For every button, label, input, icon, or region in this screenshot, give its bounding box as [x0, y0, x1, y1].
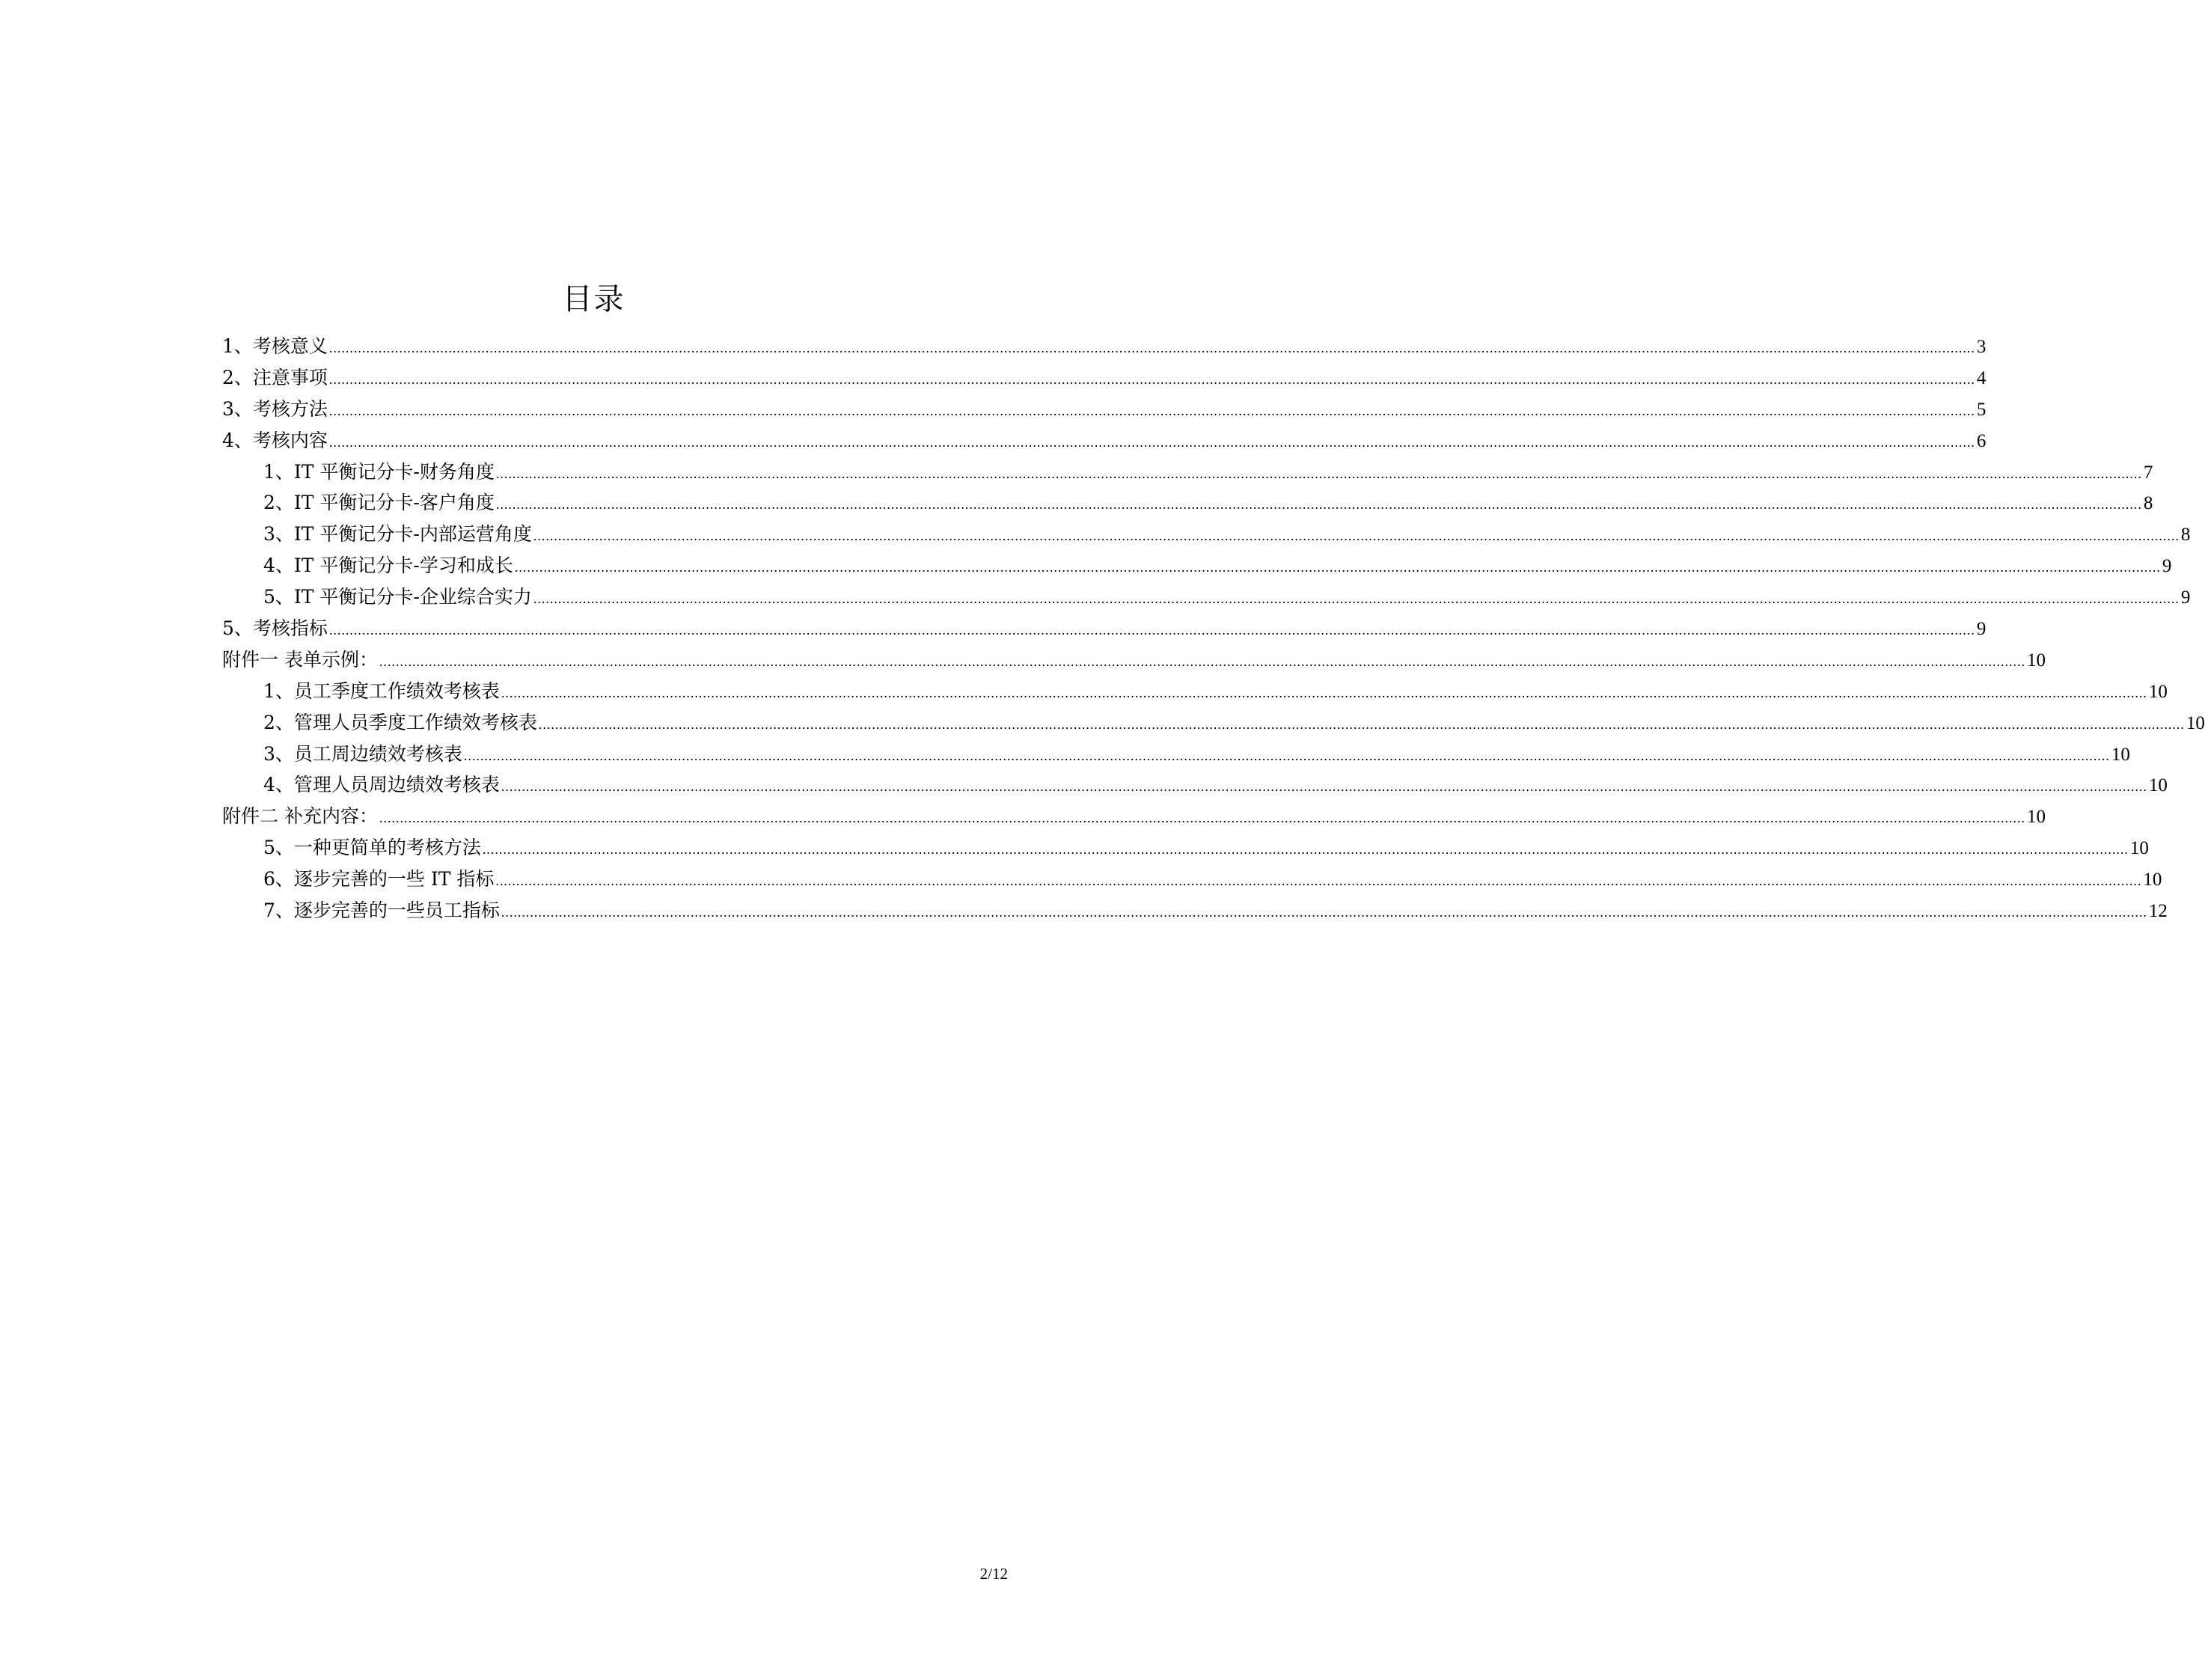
toc-entry-page: 10 — [2026, 807, 2046, 828]
toc-entry-text: 5、一种更简单的考核方法 — [263, 837, 481, 859]
toc-entry-text: 2、管理人员季度工作绩效考核表 — [263, 711, 537, 733]
toc-dot-leader: ................................................................................................................................................................................................................................................................................................................................................................................................................ — [495, 465, 2142, 481]
toc-subentry[interactable] — [222, 832, 2149, 864]
toc-dot-leader: ................................................................................................................................................................................................................................................................................................................................................................................................................ — [328, 434, 1975, 450]
toc-entry-text: 2、IT 平衡记分卡-客户角度 — [263, 492, 495, 514]
toc-dot-leader: ................................................................................................................................................................................................................................................................................................................................................................................................................ — [463, 748, 2110, 763]
toc-entry-text: 附件一 表单示例： — [222, 648, 378, 671]
toc-dot-leader: ................................................................................................................................................................................................................................................................................................................................................................................................................ — [495, 497, 2142, 513]
toc-entry[interactable] — [222, 801, 2046, 832]
toc-subentry[interactable] — [222, 895, 2168, 926]
toc-entry-text: 3、员工周边绩效考核表 — [263, 742, 462, 765]
toc-subentry[interactable] — [222, 550, 2172, 581]
toc-entry-text: 1、考核意义 — [222, 335, 328, 357]
toc-entry-page: 10 — [2143, 870, 2162, 891]
toc-entry-page: 3 — [1976, 337, 1987, 357]
toc-dot-leader: ................................................................................................................................................................................................................................................................................................................................................................................................................ — [328, 340, 1975, 355]
toc-entry[interactable] — [222, 362, 1987, 394]
toc-dot-leader: ................................................................................................................................................................................................................................................................................................................................................................................................................ — [501, 685, 2147, 700]
toc-entry-page: 7 — [2143, 462, 2153, 483]
toc-dot-leader: ................................................................................................................................................................................................................................................................................................................................................................................................................ — [328, 371, 1975, 387]
toc-dot-leader: ................................................................................................................................................................................................................................................................................................................................................................................................................ — [482, 842, 2129, 858]
toc-subentry[interactable] — [222, 519, 2191, 550]
toc-entry-text: 1、IT 平衡记分卡-财务角度 — [263, 460, 495, 483]
toc-entry-text: 2、注意事项 — [222, 366, 328, 388]
toc-entry-page: 8 — [2143, 493, 2153, 514]
toc-subentry[interactable] — [222, 487, 2153, 519]
toc-dot-leader: ................................................................................................................................................................................................................................................................................................................................................................................................................ — [379, 653, 2025, 669]
toc-subentry[interactable] — [222, 456, 2153, 488]
toc-entry-page: 9 — [2162, 556, 2172, 577]
toc-dot-leader: ................................................................................................................................................................................................................................................................................................................................................................................................................ — [533, 591, 2180, 607]
toc-dot-leader: ................................................................................................................................................................................................................................................................................................................................................................................................................ — [495, 873, 2142, 889]
toc-entry-text: 6、逐步完善的一些 IT 指标 — [263, 868, 495, 891]
toc-entry-text: 4、IT 平衡记分卡-学习和成长 — [263, 555, 513, 577]
toc-entry-page: 9 — [1976, 619, 1987, 640]
toc-entry[interactable] — [222, 331, 1987, 362]
toc-entry[interactable] — [222, 394, 1987, 425]
toc-entry-page: 12 — [2148, 901, 2168, 922]
toc-entry-page: 10 — [2111, 744, 2130, 765]
toc-dot-leader: ................................................................................................................................................................................................................................................................................................................................................................................................................ — [328, 403, 1975, 418]
toc-subentry[interactable] — [222, 676, 2168, 707]
toc-entry-text: 3、IT 平衡记分卡-内部运营角度 — [263, 523, 532, 546]
toc-subentry[interactable] — [222, 739, 2130, 770]
toc-entry-page: 6 — [1976, 430, 1987, 451]
toc-entry-text: 4、管理人员周边绩效考核表 — [263, 774, 500, 796]
toc-subentry[interactable] — [222, 864, 2162, 895]
toc-entry-text: 3、考核方法 — [222, 397, 328, 420]
toc-entry-text: 4、考核内容 — [222, 429, 328, 451]
toc-entry[interactable] — [222, 613, 1987, 644]
toc-dot-leader: ................................................................................................................................................................................................................................................................................................................................................................................................................ — [501, 905, 2147, 920]
toc-entry-page: 10 — [2129, 838, 2149, 859]
toc-dot-leader: ................................................................................................................................................................................................................................................................................................................................................................................................................ — [501, 779, 2147, 795]
toc-entry-page: 4 — [1976, 367, 1987, 388]
toc-entry-text: 5、考核指标 — [222, 617, 328, 640]
toc-entry-page: 9 — [2180, 587, 2191, 608]
toc-entry-page: 10 — [2148, 681, 2168, 702]
toc-entry-page: 5 — [1976, 399, 1987, 420]
toc-entry-text: 5、IT 平衡记分卡-企业综合实力 — [263, 586, 532, 608]
toc-dot-leader: ................................................................................................................................................................................................................................................................................................................................................................................................................ — [538, 716, 2185, 732]
toc-dot-leader: ................................................................................................................................................................................................................................................................................................................................................................................................................ — [533, 528, 2180, 544]
toc-dot-leader: ................................................................................................................................................................................................................................................................................................................................................................................................................ — [514, 560, 2161, 575]
toc-entry-text: 附件二 补充内容： — [222, 805, 378, 828]
toc-dot-leader: ................................................................................................................................................................................................................................................................................................................................................................................................................ — [379, 810, 2025, 826]
toc-entry-page: 10 — [2186, 712, 2205, 733]
toc-entry-page: 10 — [2148, 775, 2168, 796]
toc-entry-text: 1、员工季度工作绩效考核表 — [263, 679, 500, 702]
toc-subentry[interactable] — [222, 769, 2168, 801]
toc-title: 目录 — [562, 282, 626, 317]
toc-list — [222, 331, 2205, 926]
page-number: 2/12 — [979, 1565, 1008, 1583]
toc-entry-page: 8 — [2180, 525, 2191, 546]
toc-entry-page: 10 — [2026, 650, 2046, 671]
toc-subentry[interactable] — [222, 581, 2191, 613]
toc-dot-leader: ................................................................................................................................................................................................................................................................................................................................................................................................................ — [328, 623, 1975, 638]
toc-entry[interactable] — [222, 644, 2046, 676]
toc-entry-text: 7、逐步完善的一些员工指标 — [263, 899, 500, 922]
toc-subentry[interactable] — [222, 707, 2205, 739]
toc-entry[interactable] — [222, 425, 1987, 456]
